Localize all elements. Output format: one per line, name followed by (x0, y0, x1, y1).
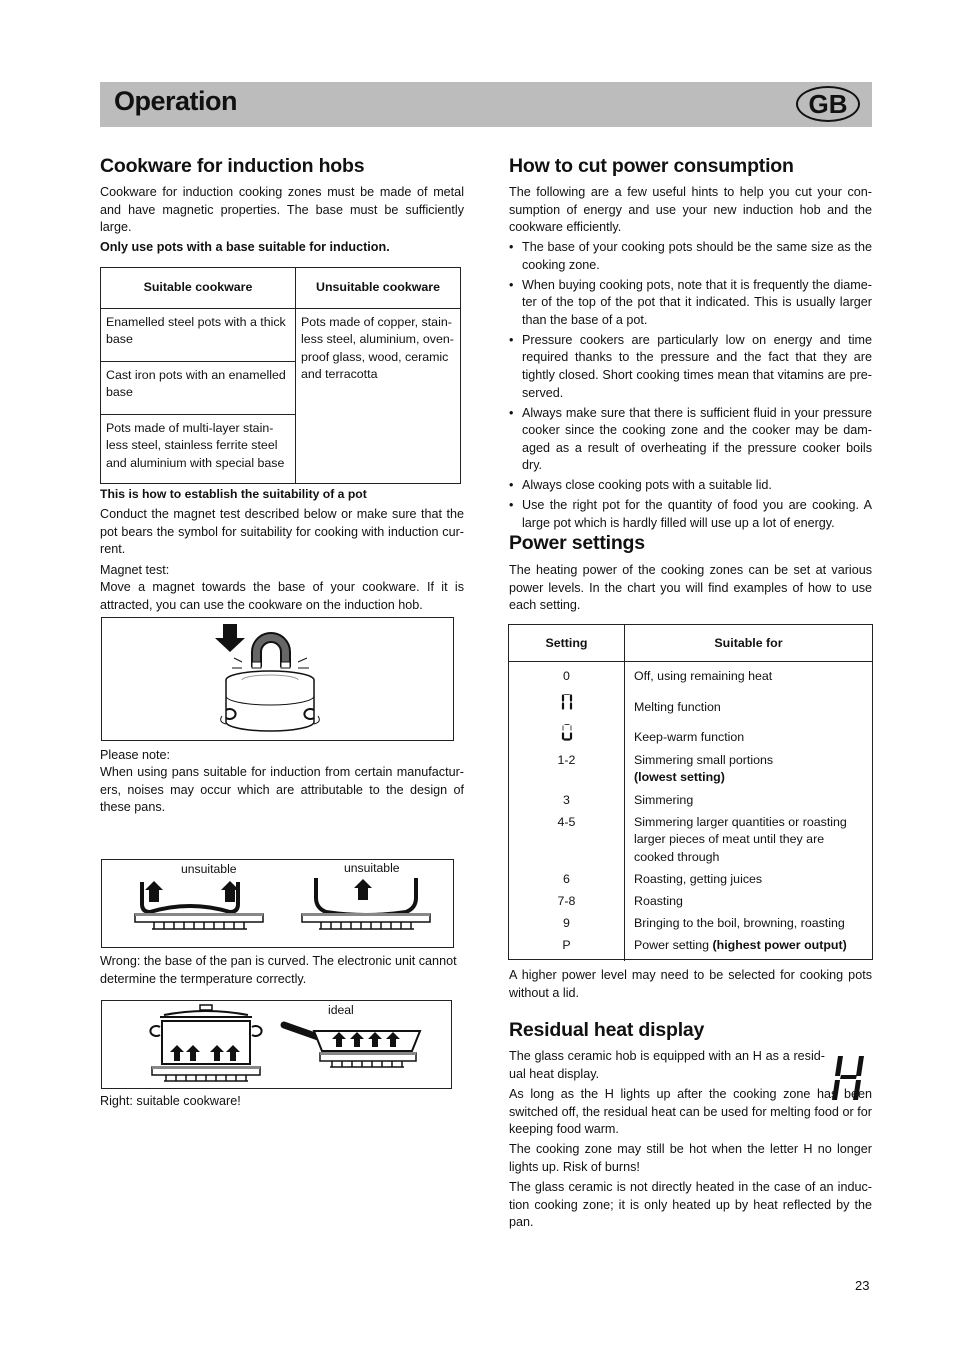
magnet-test-figure (101, 617, 454, 741)
residual-p3: The cooking zone may still be hot when the letter H no longer lights up. Risk of burns! (509, 1142, 872, 1174)
power-settings-intro: The heating power of the cooking zones can be set at various power levels. In the chart you will find examples of how to use each setting. (509, 563, 872, 613)
wrong-caption: Wrong: the base of the pan is curved. The electronic unit cannot determine the termperature correctly. (100, 954, 457, 986)
table-row: 4-5 Simmering larger quantities or roasting larger pieces of meat until they are cooked through (557, 815, 847, 864)
please-note-text: When using pans suitable for induction from certain manufacturers, noises may occur which are attributable to the design of these pans. (100, 765, 464, 815)
list-item: • Pressure cookers are particularly low on energy and time required thanks to the pressure and the fact that they are tightly closed. Short cooking times mean that vitamins are preserved. (509, 332, 872, 402)
col-unsuitable-header: Unsuitable cookware (296, 268, 461, 309)
table-row: Melting function (509, 690, 872, 720)
table-row: 9 Bringing to the boil, browning, roasting (563, 916, 845, 930)
list-item: • The base of your cooking pots should be the same size as the cooking zone. (509, 239, 872, 274)
table-row: 7-8 Roasting (557, 894, 683, 908)
cookware-intro: Cookware for induction cooking zones must be made of metal and have magnetic properties. The base must be sufficiently large. (100, 185, 464, 235)
suitable-cell: Pots made of multi-layer stainless steel, stainless ferrite steel and aluminium with special base (101, 415, 296, 484)
keep-warm-symbol-icon (509, 723, 624, 750)
unsuitable-label-1: unsuitable (181, 862, 237, 876)
ideal-label: ideal (328, 1003, 354, 1017)
cookware-note: Only use pots with a base suitable for induction. (100, 240, 390, 254)
residual-p1: The glass ceramic hob is equipped with an H as a residual heat display. (509, 1049, 825, 1081)
residual-p2: As long as the H lights up after the cooking zone has been switched off, the residual heat can be used for melting food or for keeping food warm. (509, 1087, 872, 1137)
cookware-heading: Cookware for induction hobs (100, 155, 365, 177)
power-tips-list (509, 239, 872, 535)
cookware-table (100, 267, 461, 484)
header-bar (100, 82, 872, 127)
col-suitable-header: Suitable cookware (101, 268, 296, 309)
page-title: Operation (114, 86, 238, 116)
power-settings-heading: Power settings (509, 532, 645, 554)
col-setting-header: Setting (509, 625, 625, 661)
list-item: • Always close cooking pots with a suitable lid. (509, 477, 872, 495)
list-item: • When buying cooking pots, note that it is frequently the diameter of the top of the pot that it indicated. This is usually larger than the base of a pot. (509, 277, 872, 330)
unsuitable-pans-figure (101, 859, 454, 948)
flat-pan-illustration (102, 1001, 451, 1088)
power-consumption-heading: How to cut power consumption (509, 155, 794, 177)
magnet-label: Magnet test: (100, 563, 170, 577)
suitability-heading: This is how to establish the suitability of a pot (100, 487, 367, 501)
right-caption: Right: suitable cookware! (100, 1094, 241, 1108)
please-note-label: Please note: (100, 748, 171, 762)
table-row: 1-2 Simmering small portions (lowest setting) (557, 753, 774, 785)
curved-pan-illustration (102, 860, 453, 947)
power-settings-table (508, 624, 873, 960)
table-row: Keep-warm function (509, 720, 872, 750)
table-row: 6 Roasting, getting juices (563, 872, 763, 886)
suitability-text: Conduct the magnet test described below or make sure that the pot bears the symbol for suitability for cooking with induction current. (100, 507, 464, 557)
page-number: 23 (855, 1278, 870, 1293)
unsuitable-cell: Pots made of copper, stainless steel, aluminium, ovenproof glass, wood, ceramic and terracotta (296, 309, 461, 484)
power-consumption-intro: The following are a few useful hints to help you cut your consumption of energy and use your new induction hob and the cookware efficiently. (509, 185, 872, 235)
list-item: • Always make sure that there is sufficient fluid in your pressure cooker since the cooking zone and the cooker may be damaged as a result of overheating if the pressure cooker boils dry. (509, 405, 872, 475)
language-badge: GB (796, 86, 860, 122)
residual-p4: The glass ceramic is not directly heated in the case of an induction cooking zone; it is only heated up by heat reflected by the pan. (509, 1180, 872, 1230)
magnet-text: Move a magnet towards the base of your cookware. If it is attracted, you can use the cookware on the induction hob. (100, 580, 464, 612)
col-suitable-for-header: Suitable for (714, 636, 783, 650)
power-settings-footnote: A higher power level may need to be selected for cooking pots without a lid. (509, 968, 872, 1000)
list-item: • Use the right pot for the quantity of food you are cooking. A large pot which is hardly filled will use up a lot of energy. (509, 497, 872, 532)
suitable-cell: Cast iron pots with an enamelled base (101, 362, 296, 415)
suitable-cell: Enamelled steel pots with a thick base (101, 309, 296, 362)
magnet-pot-illustration (102, 618, 453, 740)
residual-heading: Residual heat display (509, 1019, 705, 1041)
table-row: 3 Simmering (563, 793, 694, 807)
table-row: 0 Off, using remaining heat (563, 669, 773, 683)
melting-symbol-icon (509, 693, 624, 720)
table-row: P Power setting (highest power output) (562, 938, 847, 952)
suitable-pans-figure (101, 1000, 452, 1089)
unsuitable-label-2: unsuitable (344, 861, 400, 875)
